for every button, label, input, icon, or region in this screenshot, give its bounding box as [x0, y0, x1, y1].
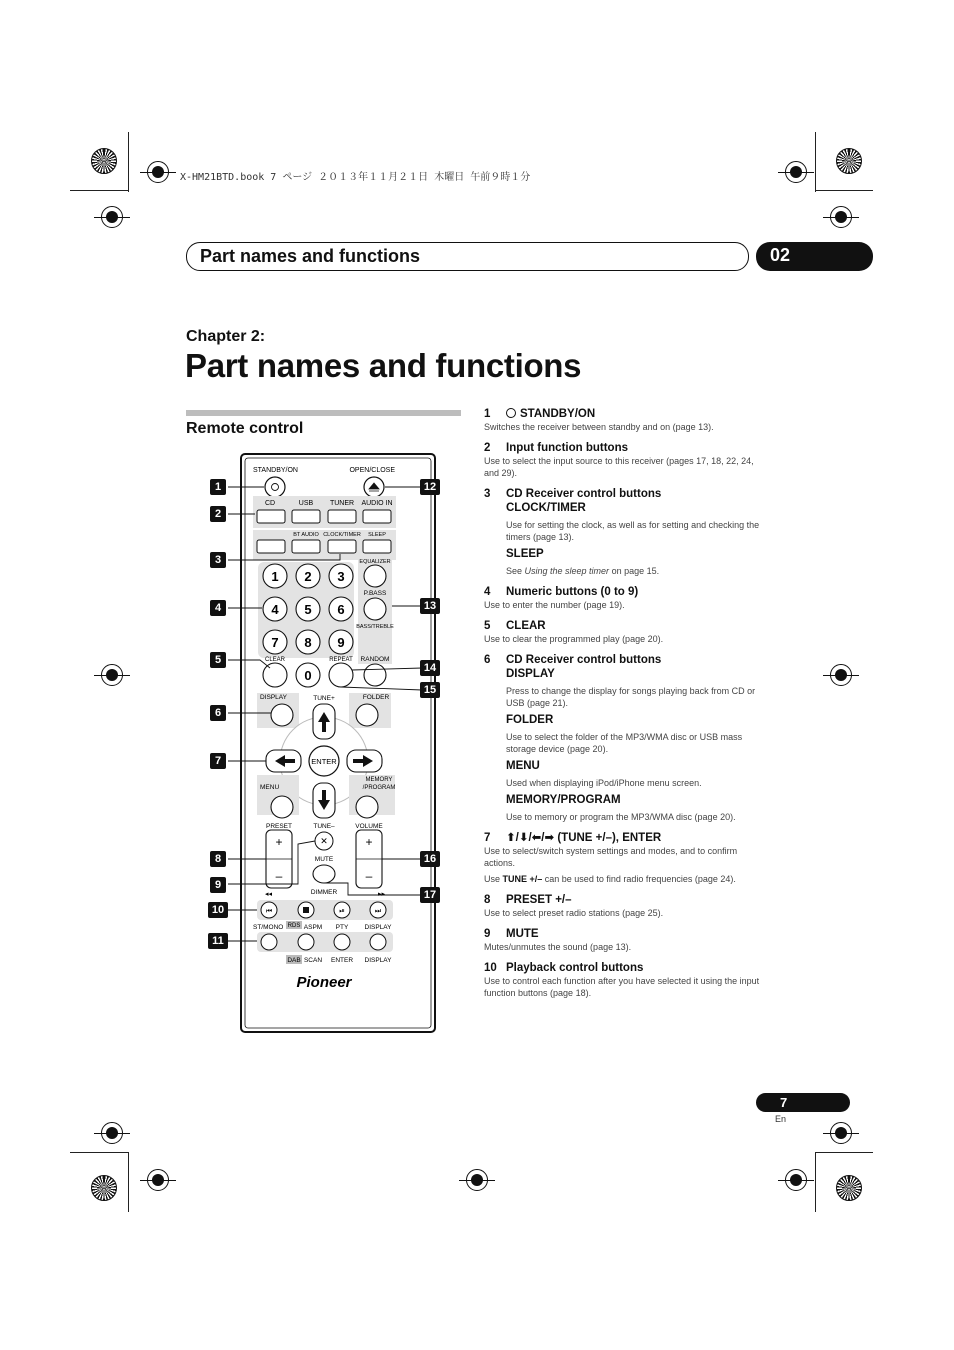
label-cd: CD — [264, 500, 276, 507]
label-open-close: OPEN/CLOSE — [349, 467, 395, 474]
item-3-sub-clock-timer-desc: Use for setting the clock, as well as for setting and checking the timers (page 13). — [506, 520, 760, 542]
callout-17: 17 — [420, 887, 440, 903]
blank-button[interactable] — [257, 540, 285, 553]
label-bt-audio: BT AUDIO — [293, 532, 319, 538]
item-5-desc: Use to clear the programmed play (page 20). — [484, 634, 664, 644]
callout-6: 6 — [210, 705, 226, 721]
tuner-button[interactable] — [328, 510, 356, 523]
label-display-2: DISPLAY — [364, 924, 392, 931]
callout-2: 2 — [210, 506, 226, 522]
callout-10: 10 — [208, 902, 228, 918]
section-header-title: Part names and functions — [200, 246, 421, 266]
item-6-sub-menu-desc: Used when displaying iPod/iPhone menu screen. — [506, 778, 702, 788]
tuner-display-button[interactable] — [370, 934, 386, 950]
item-4-desc: Use to enter the number (page 19). — [484, 600, 625, 610]
label-preset: PRESET — [265, 823, 293, 830]
mute-button[interactable] — [313, 865, 335, 883]
label-tune-minus: TUNE– — [313, 823, 335, 830]
repeat-button[interactable] — [329, 663, 353, 687]
callout-16: 16 — [420, 851, 440, 867]
play-pause-icon: ⏯ — [339, 908, 345, 915]
item-7-heading: 7 ⬆/⬇/⬅/➡ (TUNE +/–), ENTER — [484, 832, 662, 844]
item-6-sub-display-desc: Press to change the display for songs playing back from CD or USB (page 21). — [506, 686, 756, 708]
item-8-heading: 8 PRESET +/– — [484, 894, 572, 906]
item-1-heading: 1 STANDBY/ON — [484, 408, 596, 420]
label-repeat: REPEAT — [329, 657, 353, 663]
svg-text:◂◂: ◂◂ — [265, 891, 273, 898]
registration-target-mark — [147, 1169, 169, 1191]
item-7-desc: Use to select/switch system settings and modes, and to confirm actions. — [484, 846, 738, 868]
registration-target-mark — [147, 161, 169, 183]
registration-star-mark — [91, 1175, 117, 1201]
item-6-sub-display: DISPLAY — [506, 668, 555, 680]
registration-star-mark — [836, 148, 862, 174]
display-button[interactable] — [271, 704, 293, 726]
item-6-sub-folder: FOLDER — [506, 714, 554, 726]
callout-11: 11 — [208, 933, 228, 949]
callout-14: 14 — [420, 660, 440, 676]
digit-4-label: 4 — [271, 602, 279, 617]
volume-minus-label: – — [365, 869, 373, 883]
preset-minus-label: – — [275, 869, 283, 883]
digit-7-label: 7 — [271, 635, 279, 650]
remote-control-illustration — [200, 450, 460, 1040]
item-2-heading: 2 Input function buttons — [484, 442, 628, 454]
label-display: DISPLAY — [260, 694, 287, 701]
digit-5-label: 5 — [304, 602, 312, 617]
registration-target-mark — [830, 664, 852, 686]
item-3-sub-clock-timer: CLOCK/TIMER — [506, 502, 586, 514]
item-10-heading: 10 Playback control buttons — [484, 962, 644, 974]
registration-target-mark — [830, 206, 852, 228]
label-folder: FOLDER — [362, 694, 390, 701]
volume-plus-label: + — [365, 835, 373, 849]
chapter-label: Chapter 2: — [186, 328, 266, 345]
mute-speaker-icon: ✕ — [320, 836, 328, 846]
label-program: /PROGRAM — [362, 785, 396, 791]
label-enter: ENTER — [311, 757, 337, 766]
registration-target-mark — [101, 206, 123, 228]
label-display-3: DISPLAY — [364, 957, 392, 964]
digit-8-label: 8 — [304, 635, 312, 650]
section-rule — [186, 410, 461, 416]
item-10-desc: Use to control each function after you have selected it using the input function buttons (page 18). — [484, 976, 760, 998]
callout-13: 13 — [420, 598, 440, 614]
label-tuner: TUNER — [329, 500, 355, 507]
pty-button[interactable] — [334, 934, 350, 950]
digit-2-label: 2 — [304, 569, 312, 584]
callout-9: 9 — [210, 877, 226, 893]
svg-text:▸▸: ▸▸ — [378, 891, 386, 898]
label-clock-timer: CLOCK/TIMER — [323, 532, 361, 538]
callout-8: 8 — [210, 851, 226, 867]
callout-7: 7 — [210, 753, 226, 769]
p-bass-button[interactable] — [364, 598, 386, 620]
arrow-keys-icon: ⬆/⬇/⬅/➡ — [506, 832, 555, 844]
item-4-heading: 4 Numeric buttons (0 to 9) — [484, 586, 639, 598]
next-icon: ⏭ — [374, 908, 382, 915]
label-volume: VOLUME — [355, 823, 383, 830]
previous-icon: ⏮ — [265, 908, 273, 915]
label-dimmer: DIMMER — [310, 889, 338, 896]
label-pty: PTY — [335, 924, 349, 931]
preset-plus-label: + — [275, 835, 283, 849]
item-5-heading: 5 CLEAR — [484, 620, 546, 632]
standby-button[interactable] — [265, 477, 285, 497]
item-6-sub-memory-program-desc: Use to memory or program the MP3/WMA disc (page 20). — [506, 812, 736, 822]
sleep-button[interactable] — [363, 540, 391, 553]
usb-button[interactable] — [292, 510, 320, 523]
item-9-desc: Mutes/unmutes the sound (page 13). — [484, 942, 632, 952]
folder-button[interactable] — [356, 704, 378, 726]
cd-button[interactable] — [257, 510, 285, 523]
bt-audio-button[interactable] — [292, 540, 320, 553]
label-scan: SCAN — [303, 957, 323, 964]
chapter-number-badge: 02 — [756, 242, 873, 271]
item-3-heading: 3 CD Receiver control buttons — [484, 488, 662, 500]
digit-9-label: 9 — [337, 635, 345, 650]
item-7-desc-2: Use TUNE +/– can be used to find radio frequencies (page 24). — [484, 874, 736, 884]
label-memory: MEMORY — [365, 777, 393, 783]
random-button[interactable] — [364, 664, 386, 686]
label-standby: STANDBY/ON — [253, 467, 298, 474]
label-dab: DAB — [287, 957, 301, 964]
function-list — [484, 407, 764, 999]
digit-6-label: 6 — [337, 602, 345, 617]
label-menu: MENU — [260, 784, 280, 791]
item-6-sub-folder-desc: Use to select the folder of the MP3/WMA disc or USB mass storage device (page 20). — [506, 732, 743, 754]
item-9-heading: 9 MUTE — [484, 928, 539, 940]
registration-target-mark — [830, 1122, 852, 1144]
item-2-desc: Use to select the input source to this receiver (pages 17, 18, 22, 24, and 29). — [484, 456, 754, 478]
item-3-sub-sleep-desc: See Using the sleep timer on page 15. — [506, 566, 660, 576]
callout-3: 3 — [210, 552, 226, 568]
item-1-desc: Switches the receiver between standby and on (page 13). — [484, 422, 714, 432]
label-random: RANDOM — [360, 656, 390, 663]
menu-button[interactable] — [271, 796, 293, 818]
item-6-sub-menu: MENU — [506, 760, 540, 772]
item-6-sub-memory-program: MEMORY/PROGRAM — [506, 794, 621, 806]
registration-target-mark — [466, 1169, 488, 1191]
label-tune-plus: TUNE+ — [313, 695, 335, 702]
audio-in-button[interactable] — [363, 510, 391, 523]
callout-15: 15 — [420, 682, 440, 698]
numeric-keypad — [263, 564, 353, 654]
label-p-bass: P.BASS — [363, 590, 387, 597]
page-number: 7 — [756, 1093, 850, 1112]
st-mono-button[interactable] — [261, 934, 277, 950]
equalizer-button[interactable] — [364, 565, 386, 587]
digit-3-label: 3 — [337, 569, 345, 584]
print-header: X-HM21BTD.book 7 ページ ２０１３年１１月２１日 木曜日 午前９時１分 — [180, 172, 531, 183]
stop-icon — [303, 907, 309, 913]
label-audio-in: AUDIO IN — [361, 500, 393, 507]
digit-1-label: 1 — [271, 569, 279, 584]
item-6-heading: 6 CD Receiver control buttons — [484, 654, 662, 666]
label-enter-2: ENTER — [330, 957, 354, 964]
registration-star-mark — [836, 1175, 862, 1201]
callout-5: 5 — [210, 652, 226, 668]
memory-program-button[interactable] — [356, 796, 378, 818]
label-clear: CLEAR — [264, 657, 286, 663]
brand-logo: Pioneer — [296, 974, 352, 991]
label-mute: MUTE — [314, 856, 334, 863]
power-icon — [506, 408, 516, 418]
section-header-bar — [186, 242, 749, 271]
clear-button[interactable] — [263, 663, 287, 687]
label-st-mono: ST/MONO — [253, 924, 284, 931]
page-title: Part names and functions — [185, 347, 582, 384]
registration-target-mark — [101, 1122, 123, 1144]
language-code: En — [775, 1114, 787, 1124]
digit-0-label: 0 — [304, 668, 312, 683]
label-equalizer: EQUALIZER — [359, 559, 391, 565]
section-title: Remote control — [186, 420, 304, 437]
clock-timer-button[interactable] — [328, 540, 356, 553]
aspm-button[interactable] — [298, 934, 314, 950]
registration-star-mark — [91, 148, 117, 174]
label-usb: USB — [298, 500, 314, 507]
registration-target-mark — [101, 664, 123, 686]
callout-12: 12 — [420, 479, 440, 495]
registration-target-mark — [785, 1169, 807, 1191]
registration-target-mark — [785, 161, 807, 183]
label-sleep: SLEEP — [368, 532, 386, 538]
item-8-desc: Use to select preset radio stations (page 25). — [484, 908, 664, 918]
callout-1: 1 — [210, 479, 226, 495]
callout-4: 4 — [210, 600, 226, 616]
label-aspm: ASPM — [303, 924, 323, 931]
label-rds: RDS — [287, 923, 301, 929]
label-bass-treble: BASS/TREBLE — [356, 624, 394, 630]
item-3-sub-sleep: SLEEP — [506, 548, 544, 560]
